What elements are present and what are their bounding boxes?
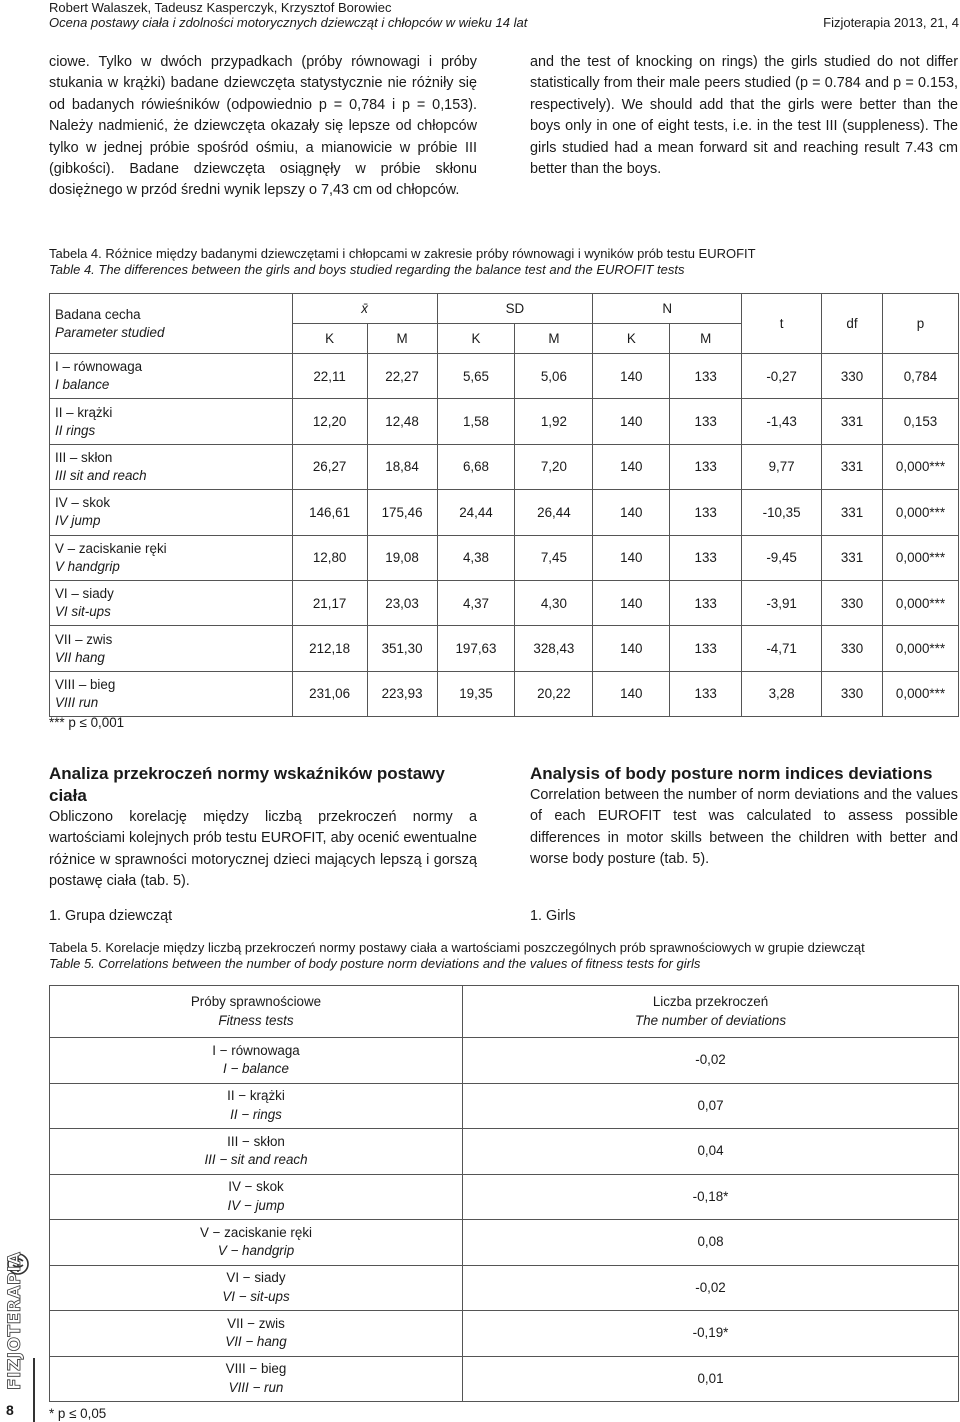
table-cell: 330	[822, 671, 883, 716]
table-cell: 12,80	[292, 535, 367, 580]
correlation-value: -0,18*	[463, 1174, 959, 1220]
row-label-en: I balance	[55, 377, 110, 393]
row-label-pl: II – krążki	[55, 404, 113, 420]
table-cell: 133	[670, 580, 742, 625]
row-label	[50, 580, 293, 625]
table-cell: 19,35	[437, 671, 515, 716]
test-name-pl: VIII − bieg	[225, 1361, 287, 1377]
test-name-pl: IV − skok	[228, 1179, 284, 1195]
table-cell: 21,17	[292, 580, 367, 625]
table-row	[50, 1083, 959, 1129]
table-cell: 4,30	[515, 580, 593, 625]
table-cell: 18,84	[367, 444, 437, 489]
table5	[49, 985, 959, 1402]
page-number: 8	[6, 1402, 14, 1418]
table-cell: 331	[822, 490, 883, 535]
table-cell: 23,03	[367, 580, 437, 625]
row-label-pl: III – skłon	[55, 449, 113, 465]
table-cell: 133	[670, 444, 742, 489]
table-cell: 140	[593, 580, 670, 625]
row-label-en: VI sit-ups	[55, 604, 111, 620]
correlation-value: 0,08	[463, 1220, 959, 1266]
table-cell: 223,93	[367, 671, 437, 716]
sub-header: K	[292, 324, 367, 354]
stat-header-p: p	[882, 294, 958, 354]
table-cell: 22,11	[292, 354, 367, 399]
row-label	[50, 671, 293, 716]
row-label	[50, 354, 293, 399]
test-name-en: I − balance	[223, 1061, 289, 1077]
table4-caption-en: Table 4. The differences between the girls and boys studied regarding the balance test and the EUROFIT tests	[49, 261, 685, 277]
table-cell: 351,30	[367, 626, 437, 671]
col2-header-en: The number of deviations	[634, 1012, 787, 1028]
table-cell: 133	[670, 490, 742, 535]
row-label-pl: IV – skok	[55, 495, 111, 511]
intro-paragraph-en: and the test of knocking on rings) the girls studied do not differ statistically from their male peers studied (p = 0.784 and p = 0.153, respectively). We should add that the girls were better than the boys only in one of eight tests, i.e. in the test III (suppleness). The girls studied had a mean forward sit and reaching result 7.43 cm better than the boys.	[530, 54, 958, 178]
table-row	[50, 1220, 959, 1266]
table-cell: 1,92	[515, 399, 593, 444]
table-cell: 7,20	[515, 444, 593, 489]
table-cell: 212,18	[292, 626, 367, 671]
section-title-pl: Analiza przekroczeń normy wskaźników postawy ciała	[49, 764, 445, 805]
table-row	[50, 626, 959, 671]
table-cell: 133	[670, 399, 742, 444]
test-name-en: V − handgrip	[217, 1243, 295, 1259]
row-label	[50, 444, 293, 489]
table-cell: 5,06	[515, 354, 593, 399]
table-row	[50, 444, 959, 489]
table-cell: 26,27	[292, 444, 367, 489]
header-article-title: Ocena postawy ciała i zdolności motorycznych dziewcząt i chłopców w wieku 14 lat	[49, 15, 528, 30]
correlation-value: -0,19*	[463, 1311, 959, 1357]
table-cell: 330	[822, 626, 883, 671]
table-cell: 0,000***	[882, 626, 958, 671]
row-label-pl: VII – zwis	[55, 631, 113, 647]
table-cell: -9,45	[742, 535, 822, 580]
table-cell: 7,45	[515, 535, 593, 580]
header-authors: Robert Walaszek, Tadeusz Kasperczyk, Krzysztof Borowiec	[49, 0, 392, 15]
table4	[49, 293, 959, 717]
table-cell: 24,44	[437, 490, 515, 535]
test-name-cell	[50, 1129, 463, 1175]
table5-col2-header	[463, 986, 959, 1038]
group-header-sd: SD	[437, 294, 593, 324]
correlation-value: -0,02	[463, 1265, 959, 1311]
table5-caption-pl: Tabela 5. Korelacje między liczbą przekroczeń normy postawy ciała a wartościami poszczególnych prób sprawnościowych w grupie dziewcząt	[49, 940, 865, 955]
table-row	[50, 1356, 959, 1402]
table-cell: 140	[593, 626, 670, 671]
table-cell: 140	[593, 399, 670, 444]
test-name-en: III − sit and reach	[204, 1152, 308, 1168]
test-name-en: II − rings	[230, 1106, 282, 1122]
table-cell: 4,38	[437, 535, 515, 580]
test-name-pl: I − równowaga	[212, 1042, 300, 1058]
test-name-cell	[50, 1356, 463, 1402]
table5-col1-header	[50, 986, 463, 1038]
table-cell: 6,68	[437, 444, 515, 489]
row-label-pl: VIII – bieg	[55, 676, 116, 692]
table-cell: 3,28	[742, 671, 822, 716]
table-cell: 140	[593, 354, 670, 399]
table4-footnote: *** p ≤ 0,001	[49, 715, 125, 730]
test-name-pl: VI − siady	[226, 1270, 286, 1286]
table-cell: 146,61	[292, 490, 367, 535]
correlation-value: -0,02	[463, 1038, 959, 1084]
table-cell: 4,37	[437, 580, 515, 625]
sub-header: M	[367, 324, 437, 354]
table-row	[50, 580, 959, 625]
table-cell: 231,06	[292, 671, 367, 716]
table-cell: -3,91	[742, 580, 822, 625]
table-cell: 12,48	[367, 399, 437, 444]
table-row	[50, 490, 959, 535]
table-cell: 331	[822, 444, 883, 489]
row-label-pl: I – równowaga	[55, 359, 143, 375]
section-title-en: Analysis of body posture norm indices deviations	[530, 764, 933, 783]
table-cell: 331	[822, 535, 883, 580]
table-cell: 331	[822, 399, 883, 444]
sub-header: M	[515, 324, 593, 354]
table-cell: 0,784	[882, 354, 958, 399]
table-cell: 328,43	[515, 626, 593, 671]
table-cell: 133	[670, 535, 742, 580]
test-name-en: VIII − run	[228, 1379, 284, 1395]
table4-caption	[49, 246, 959, 277]
test-name-en: VII − hang	[225, 1334, 287, 1350]
table-row	[50, 1038, 959, 1084]
test-name-en: VI − sit-ups	[222, 1288, 290, 1304]
row-label	[50, 626, 293, 671]
stat-header-t: t	[742, 294, 822, 354]
running-header	[49, 0, 959, 30]
table5-body	[50, 1038, 959, 1402]
sub-header: K	[593, 324, 670, 354]
correlation-value: 0,01	[463, 1356, 959, 1402]
param-label-pl: Badana cecha	[55, 306, 141, 322]
test-name-cell	[50, 1311, 463, 1357]
table-row	[50, 1129, 959, 1175]
param-label-en: Parameter studied	[55, 324, 165, 340]
col1-header-pl: Próby sprawnościowe	[190, 994, 322, 1009]
row-label-en: VIII run	[55, 694, 99, 710]
stat-header-df: df	[822, 294, 883, 354]
table-row	[50, 1311, 959, 1357]
table5-caption	[49, 940, 959, 971]
row-label	[50, 535, 293, 580]
test-name-pl: III − skłon	[227, 1133, 285, 1149]
sub-header: M	[670, 324, 742, 354]
table-cell: 19,08	[367, 535, 437, 580]
row-label-en: V handgrip	[55, 558, 120, 574]
row-label-pl: VI – siady	[55, 586, 114, 602]
test-name-cell	[50, 1083, 463, 1129]
intro-paragraph-pl: ciowe. Tylko w dwóch przypadkach (próby równowagi i próby stukania w krążki) badane dziewczęta statystycznie nie różniły się od badanych rówieśników (odpowiednio p = 0,784 i p = 0,153). Należy nadmienić, że dziewczęta okazały się lepsze od chłopców tylko w jednej próbie spośród ośmiu, a mianowicie w próbie III (gibkości). Badane dziewczęta osiągnęły w próbie skłonu dosiężnego w przód średni wynik lepszy o 7,43 cm od chłopców.	[49, 54, 477, 199]
table5-footnote: * p ≤ 0,05	[49, 1406, 107, 1421]
table-cell: 140	[593, 490, 670, 535]
table-cell: 0,153	[882, 399, 958, 444]
table-cell: 330	[822, 580, 883, 625]
table-cell: 133	[670, 354, 742, 399]
table-cell: 0,000***	[882, 580, 958, 625]
header-journal: Fizjoterapia 2013, 21, 4	[823, 15, 959, 30]
table-row	[50, 1174, 959, 1220]
subsection-heading-pl: 1. Grupa dziewcząt	[49, 908, 173, 924]
table-cell: 5,65	[437, 354, 515, 399]
table-cell: 0,000***	[882, 535, 958, 580]
test-name-en: IV − jump	[227, 1197, 285, 1213]
table-row	[50, 535, 959, 580]
section-body-pl: Obliczono korelację między liczbą przekroczeń normy a wartościami kolejnych prób testu EUROFIT, aby ocenić ewentualne różnice w sprawności motorycznej dzieci mających lepszą i gorszą postawę ciała (tab. 5).	[49, 809, 477, 890]
section-en	[530, 763, 958, 871]
row-label	[50, 399, 293, 444]
table-cell: -1,43	[742, 399, 822, 444]
group-header-n: N	[593, 294, 742, 324]
sub-header: K	[437, 324, 515, 354]
table-cell: -0,27	[742, 354, 822, 399]
correlation-value: 0,04	[463, 1129, 959, 1175]
table-cell: 133	[670, 671, 742, 716]
test-name-cell	[50, 1174, 463, 1220]
row-label-en: IV jump	[55, 513, 101, 529]
table-row	[50, 399, 959, 444]
table4-body	[50, 354, 959, 717]
row-label-en: II rings	[55, 422, 96, 438]
table-row	[50, 354, 959, 399]
table-cell: 330	[822, 354, 883, 399]
row-label-pl: V – zaciskanie ręki	[55, 540, 167, 556]
table-cell: 26,44	[515, 490, 593, 535]
row-label-en: III sit and reach	[55, 467, 147, 483]
test-name-cell	[50, 1220, 463, 1266]
correlation-value: 0,07	[463, 1083, 959, 1129]
table-cell: 9,77	[742, 444, 822, 489]
table4-param-header	[50, 294, 293, 354]
table5-caption-en: Table 5. Correlations between the number of body posture norm deviations and the values of fitness tests for girls	[49, 955, 701, 971]
row-label	[50, 490, 293, 535]
section-pl	[49, 763, 477, 893]
table-cell: 197,63	[437, 626, 515, 671]
table-cell: 0,000***	[882, 671, 958, 716]
table-cell: 1,58	[437, 399, 515, 444]
group-header-mean: x̄	[292, 294, 437, 324]
table-cell: 140	[593, 444, 670, 489]
table-cell: 0,000***	[882, 490, 958, 535]
table-cell: 133	[670, 626, 742, 671]
subsection-heading-en: 1. Girls	[530, 908, 576, 924]
brand-sidebar	[3, 1251, 29, 1395]
table-cell: 140	[593, 671, 670, 716]
table-cell: 20,22	[515, 671, 593, 716]
col1-header-en: Fitness tests	[218, 1012, 294, 1028]
test-name-cell	[50, 1038, 463, 1084]
test-name-pl: V − zaciskanie ręki	[199, 1224, 312, 1240]
table-cell: 22,27	[367, 354, 437, 399]
margin-divider	[33, 1358, 35, 1422]
table-cell: -4,71	[742, 626, 822, 671]
test-name-pl: II − krążki	[227, 1088, 285, 1104]
table-cell: 175,46	[367, 490, 437, 535]
table-cell: -10,35	[742, 490, 822, 535]
table4-caption-pl: Tabela 4. Różnice między badanymi dziewczętami i chłopcami w zakresie próby równowagi i wyników prób testu EUROFIT	[49, 246, 756, 261]
section-body-en: Correlation between the number of norm deviations and the values of each EUROFIT test was calculated to assess possible differences in motor skills between the children with better and worse body posture (tab. 5).	[530, 787, 958, 868]
table-cell: 140	[593, 535, 670, 580]
col2-header-pl: Liczba przekroczeń	[652, 994, 769, 1009]
table-cell: 0,000***	[882, 444, 958, 489]
row-label-en: VII hang	[55, 649, 105, 665]
brand-name: FIZJOTERAPIA	[5, 1251, 25, 1390]
test-name-cell	[50, 1265, 463, 1311]
table-cell: 12,20	[292, 399, 367, 444]
table-row	[50, 1265, 959, 1311]
test-name-pl: VII − zwis	[227, 1315, 285, 1331]
table-row	[50, 671, 959, 716]
